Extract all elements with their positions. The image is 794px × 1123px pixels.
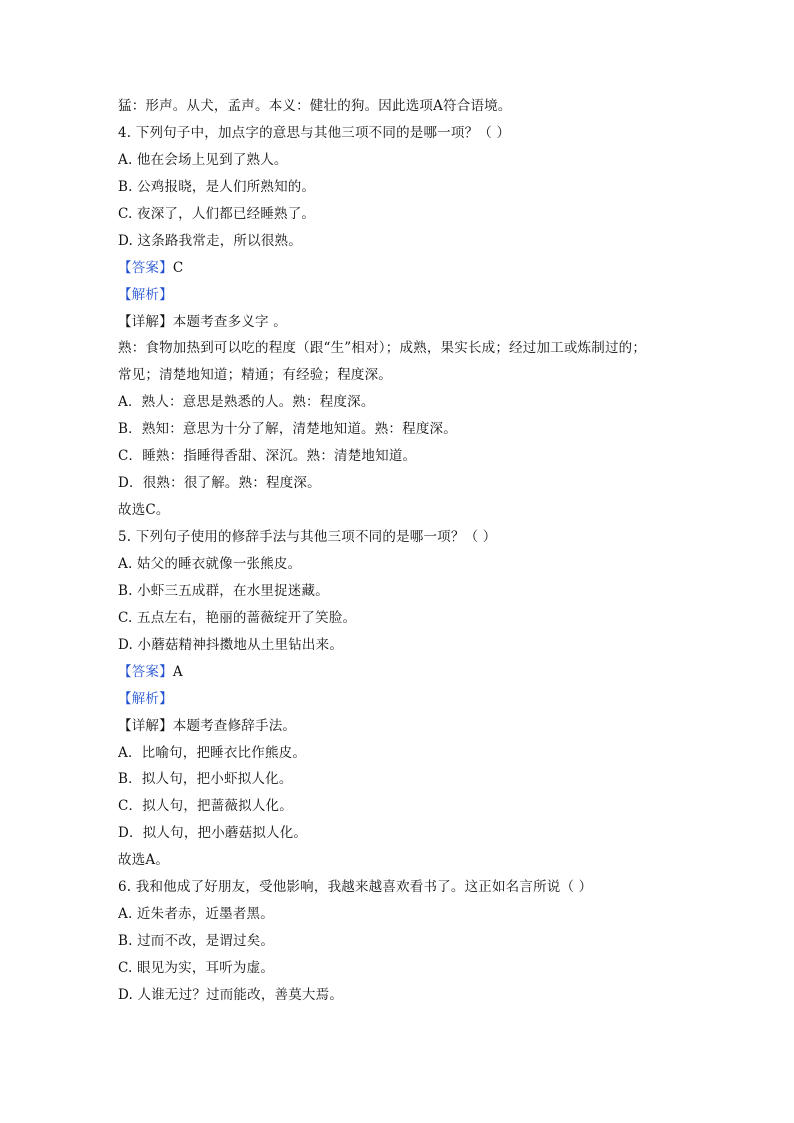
- answer-tag: 【答案】: [118, 259, 173, 276]
- question-5-detail-5: [118, 820, 698, 847]
- question-5-detail-3: [118, 766, 698, 793]
- question-5-option-a: [118, 551, 698, 578]
- question-4-detail-3: [118, 362, 698, 389]
- question-4-text: 4. 下列句子中，加点字的意思与其他三项不同的是哪一项？（ ）: [118, 124, 511, 141]
- detail-text: 常见；清楚地知道；精通；有经验；程度深。: [118, 367, 392, 384]
- question-6: [118, 874, 698, 901]
- question-4-conclusion: [118, 497, 698, 524]
- text-line-1-text: 猛：形声。从犬，孟声。本义：健壮的狗。因此选项A符合语境。: [118, 98, 512, 114]
- question-5-analysis: [118, 686, 698, 713]
- question-4-detail-2: [118, 335, 698, 362]
- question-4-option-d: [118, 228, 698, 255]
- question-5-option-c: [118, 605, 698, 632]
- question-5-option-b: [118, 578, 698, 605]
- question-4-detail-7: [118, 470, 698, 497]
- question-4-detail-1: [118, 309, 698, 336]
- question-6-text: 6. 我和他成了好朋友，受他影响，我越来越喜欢看书了。这正如名言所说（ ）: [118, 879, 593, 896]
- question-4-answer: [118, 255, 698, 282]
- detail-text: D．很熟：很了解。熟：程度深。: [118, 475, 321, 492]
- conclusion-text: 故选C。: [118, 502, 170, 519]
- question-6-option-d: [118, 982, 698, 1009]
- answer-value: C: [172, 259, 184, 276]
- detail-text: B．拟人句，把小虾拟人化。: [118, 771, 293, 788]
- question-4-option-a: [118, 147, 698, 174]
- option-d-text: D. 人谁无过？过而能改，善莫大焉。: [118, 986, 344, 1003]
- question-5: [118, 524, 698, 551]
- document-content: [118, 93, 698, 1009]
- detail-text: D．拟人句，把小蘑菇拟人化。: [118, 825, 308, 842]
- question-4-detail-5: [118, 416, 698, 443]
- option-c-text: C. 五点左右，艳丽的蔷薇绽开了笑脸。: [118, 609, 357, 626]
- question-6-option-b: [118, 928, 698, 955]
- question-5-detail-4: [118, 793, 698, 820]
- option-d-text: D. 小蘑菇精神抖擞地从土里钻出来。: [118, 636, 344, 653]
- answer-value: A: [172, 663, 183, 680]
- detail-text: B．熟知：意思为十分了解，清楚地知道。熟：程度深。: [118, 421, 457, 438]
- detail-text: 【详解】本题考查修辞手法。: [118, 717, 297, 734]
- answer-tag: 【答案】: [118, 663, 173, 680]
- detail-text: 【详解】本题考查多义字 。: [118, 313, 287, 330]
- option-c-text: C. 眼见为实，耳听为虚。: [118, 960, 275, 976]
- question-4-detail-6: [118, 443, 698, 470]
- question-5-conclusion: [118, 847, 698, 874]
- option-a-text: A. 近朱者赤，近墨者黑。: [118, 906, 274, 923]
- analysis-tag: 【解析】: [118, 690, 173, 707]
- question-4-analysis: [118, 282, 698, 309]
- question-4-option-b: [118, 174, 698, 201]
- question-5-text: 5. 下列句子使用的修辞手法与其他三项不同的是哪一项？（ ）: [118, 529, 497, 545]
- detail-text: A．比喻句，把睡衣比作熊皮。: [118, 744, 307, 761]
- question-5-answer: [118, 659, 698, 686]
- option-c-text: C. 夜深了，人们都已经睡熟了。: [118, 205, 316, 222]
- question-4-option-c: [118, 201, 698, 228]
- question-4: [118, 120, 698, 147]
- option-b-text: B. 过而不改，是谓过矣。: [118, 933, 275, 950]
- detail-text: C．睡熟：指睡得香甜、深沉。熟：清楚地知道。: [118, 448, 417, 465]
- question-5-detail-1: [118, 713, 698, 740]
- option-d-text: D. 这条路我常走，所以很熟。: [118, 232, 302, 249]
- option-b-text: B. 小虾三五成群，在水里捉迷藏。: [118, 582, 329, 599]
- option-a-text: A. 姑父的睡衣就像一张熊皮。: [118, 555, 302, 572]
- question-6-option-c: [118, 955, 698, 982]
- option-a-text: A. 他在会场上见到了熟人。: [118, 151, 288, 168]
- question-4-detail-4: [118, 389, 698, 416]
- analysis-tag: 【解析】: [118, 286, 173, 303]
- text-line-1: [118, 93, 698, 120]
- detail-text: C．拟人句，把蔷薇拟人化。: [118, 798, 293, 815]
- detail-text: A．熟人：意思是熟悉的人。熟：程度深。: [118, 394, 375, 411]
- question-6-option-a: [118, 901, 698, 928]
- question-5-option-d: [118, 632, 698, 659]
- detail-text: 熟：食物加热到可以吃的程度（跟“生”相对）；成熟，果实长成；经过加工或炼制过的；: [118, 340, 647, 357]
- option-b-text: B. 公鸡报晓，是人们所熟知的。: [118, 178, 316, 195]
- question-5-detail-2: [118, 740, 698, 767]
- conclusion-text: 故选A。: [118, 852, 170, 869]
